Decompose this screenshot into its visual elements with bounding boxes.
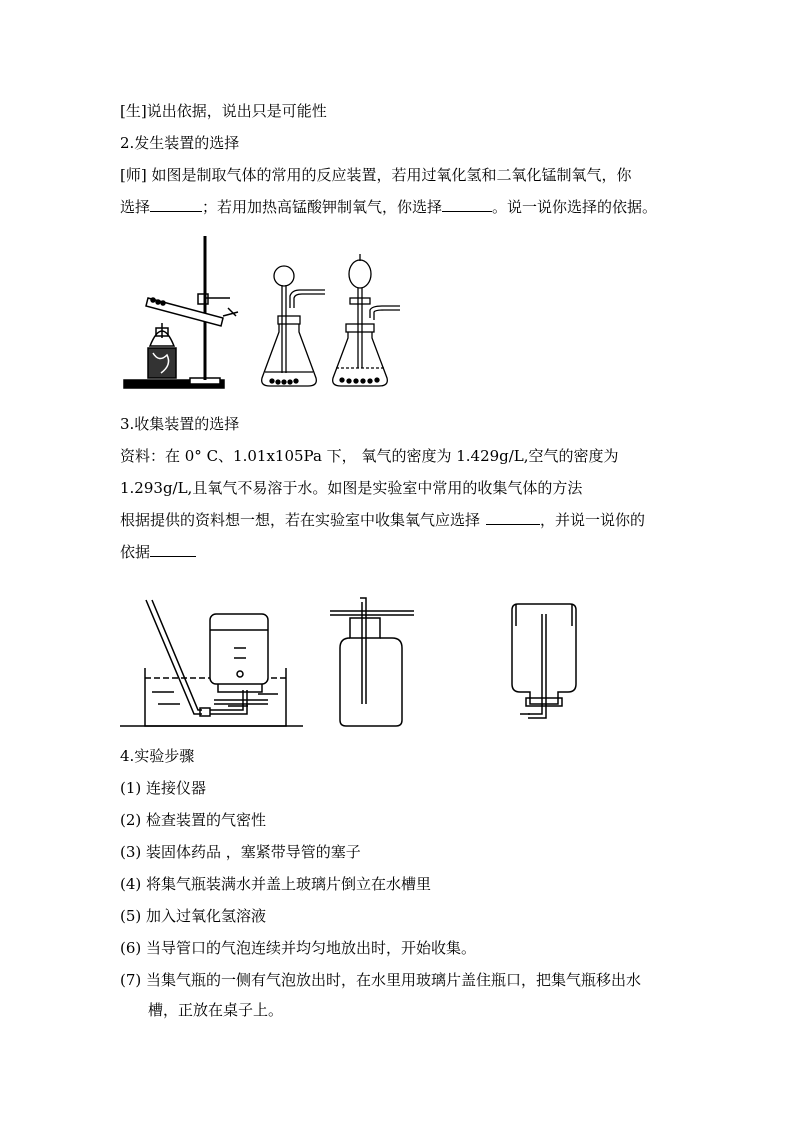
step-item: (2) 检查装置的气密性 [120,811,267,829]
answer-blank [486,510,540,525]
text-line: 资料：在 0° C、1.01x105Pa 下， 氧气的密度为 1.429g/L,空气的密度为 [120,447,619,465]
text-line: 1.293g/L,且氧气不易溶于水。如图是实验室中常用的收集气体的方法 [120,479,583,497]
collection-methods-figure [118,596,578,732]
text-span: ，并说一说你的 [540,511,646,529]
water-displacement-setup [120,600,303,726]
text-span: 依据 [120,543,151,561]
text-line: [生]说出依据，说出只是可能性 [120,102,327,120]
heating-apparatus [124,236,238,388]
step-item: (5) 加入过氧化氢溶液 [120,907,267,925]
text-span: ；若用加热高锰酸钾制氧气，你选择 [202,198,443,216]
text-line [120,510,645,530]
flask-with-funnel [262,266,325,386]
step-item: (7) 当集气瓶的一侧有气泡放出时，在水里用玻璃片盖住瓶口，把集气瓶移出水 [120,971,642,989]
text-span: 选择 [120,198,151,216]
step-item: (6) 当导管口的气泡连续并均匀地放出时，开始收集。 [120,939,477,957]
step-item-continuation: 槽，正放在桌子上。 [148,1001,284,1019]
text-span: 。说一说你选择的依据。 [492,198,658,216]
answer-blank [150,542,196,557]
text-line [120,197,657,217]
upward-air-displacement-setup [330,598,414,726]
step-item: (3) 装固体药品 ，塞紧带导管的塞子 [120,843,361,861]
answer-blank [150,197,202,212]
text-span: 根据提供的资料想一想，若在实验室中收集氧气应选择 [120,511,481,529]
section-heading: 4.实验步骤 [120,747,195,765]
section-heading: 2.发生装置的选择 [120,134,240,152]
text-line: [师] 如图是制取气体的常用的反应装置，若用过氧化氢和二氧化锰制氧气，你 [120,166,632,184]
downward-air-displacement-setup [512,604,576,718]
step-item: (1) 连接仪器 [120,779,207,797]
flask-with-separatory-funnel [333,254,400,386]
text-line [120,542,196,562]
section-heading: 3.收集装置的选择 [120,415,240,433]
answer-blank [442,197,492,212]
generation-apparatus-figure [120,228,410,393]
step-item: (4) 将集气瓶装满水并盖上玻璃片倒立在水槽里 [120,875,432,893]
